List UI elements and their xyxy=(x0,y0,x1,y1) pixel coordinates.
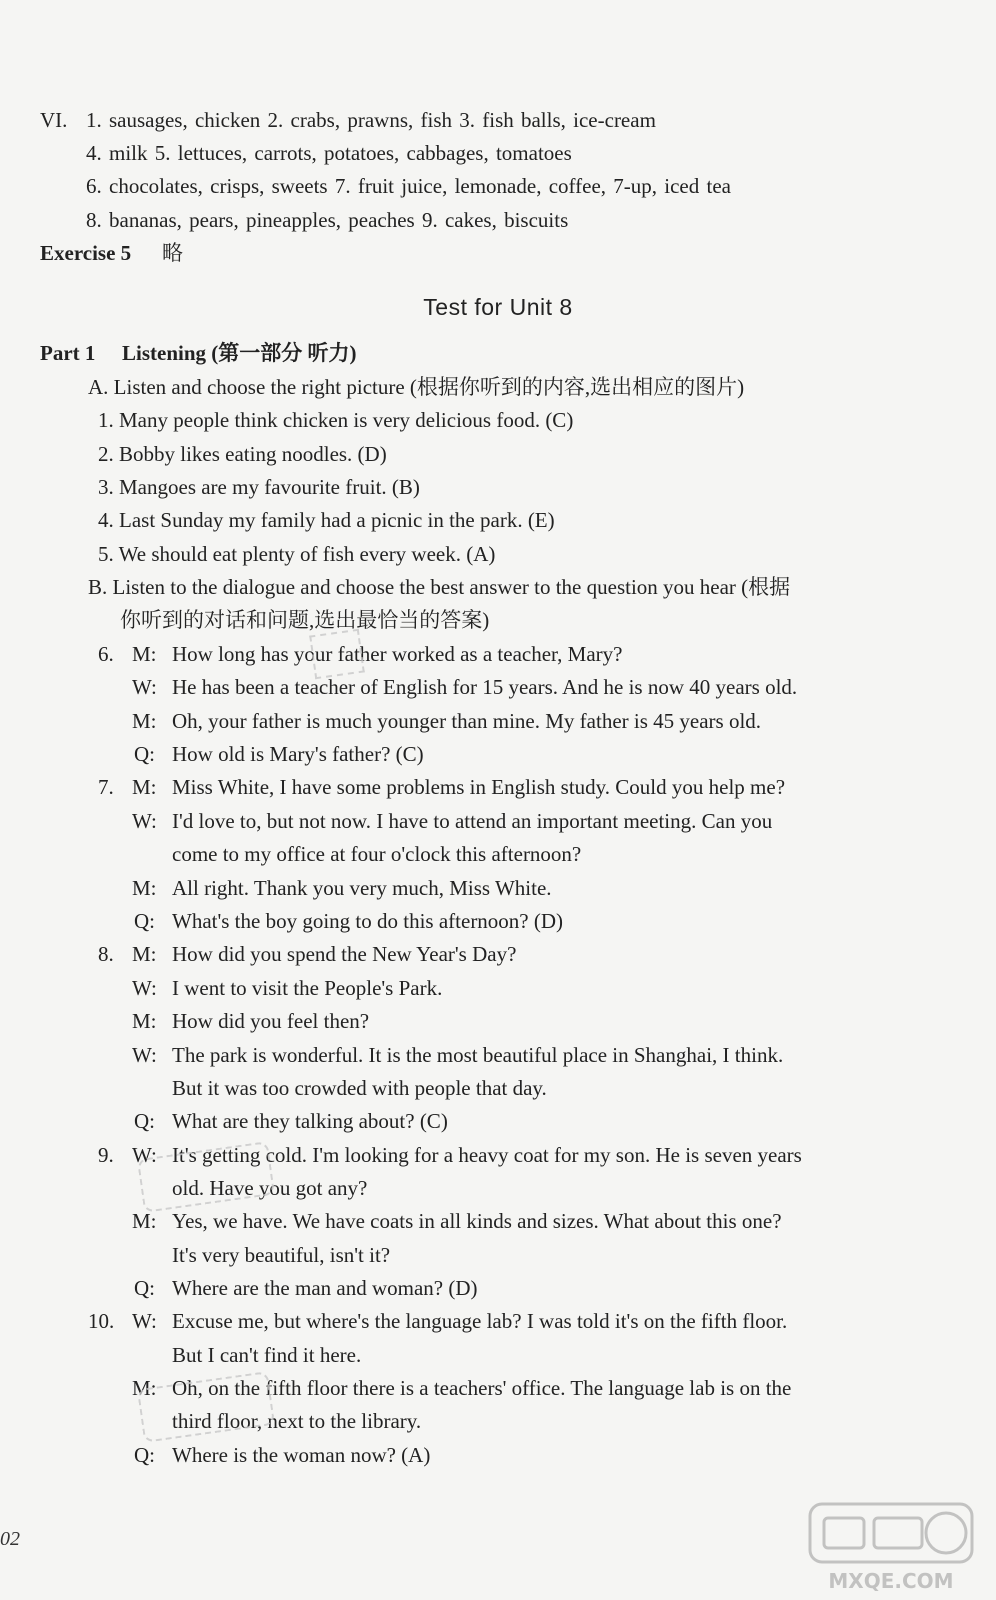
dialogue-8-text-2: I went to visit the People's Park. xyxy=(172,976,443,1000)
exercise5-text: 略 xyxy=(162,241,183,265)
dialogue-10-text-3: Oh, on the fifth floor there is a teachers' office. The language lab is on the xyxy=(172,1376,792,1400)
dialogue-8-speaker-3: M: xyxy=(132,1009,157,1033)
dialogue-9-speaker-3: M: xyxy=(132,1209,157,1233)
test-title: Test for Unit 8 xyxy=(423,294,573,320)
section-a-item-5: 5. We should eat plenty of fish every week. (A) xyxy=(98,542,496,566)
answers-vi-line-2: 4. milk 5. lettuces, carrots, potatoes, cabbages, tomatoes xyxy=(86,141,572,165)
dialogue-7-text-1: Miss White, I have some problems in English study. Could you help me? xyxy=(172,775,786,799)
section-b-heading-line-1: B. Listen to the dialogue and choose the best answer to the question you hear (根据 xyxy=(88,575,791,599)
dialogue-7-text-5: What's the boy going to do this afternoon? (D) xyxy=(172,909,564,933)
dialogue-9-text-3: Yes, we have. We have coats in all kinds and sizes. What about this one? xyxy=(172,1209,782,1233)
dialogue-10-text-1: Excuse me, but where's the language lab? I was told it's on the fifth floor. xyxy=(172,1309,788,1333)
dialogue-7-number: 7. xyxy=(98,775,114,799)
part1-title: Listening (第一部分 听力) xyxy=(122,341,357,365)
dialogue-8-text-4: The park is wonderful. It is the most beautiful place in Shanghai, I think. xyxy=(172,1043,784,1067)
dialogue-10-text-4: third floor, next to the library. xyxy=(172,1409,422,1433)
dialogue-6-speaker-2: W: xyxy=(132,675,157,699)
section-a-item-4: 4. Last Sunday my family had a picnic in the park. (E) xyxy=(98,508,555,532)
dialogue-8-number: 8. xyxy=(98,942,114,966)
dialogue-8-speaker-2: W: xyxy=(132,976,157,1000)
dialogue-10-text-2: But I can't find it here. xyxy=(172,1343,362,1367)
dialogue-10-speaker-1: W: xyxy=(132,1309,157,1333)
dialogue-10-speaker-3: M: xyxy=(132,1376,157,1400)
dialogue-10-text-5: Where is the woman now? (A) xyxy=(172,1443,431,1467)
dialogue-7-speaker-5: Q: xyxy=(134,909,155,933)
dialogue-8-text-3: How did you feel then? xyxy=(172,1009,370,1033)
exercise5-label: Exercise 5 xyxy=(40,241,132,265)
dialogue-6-text-2: He has been a teacher of English for 15 years. And he is now 40 years old. xyxy=(172,675,798,699)
part1-label: Part 1 xyxy=(40,341,96,365)
dialogue-9-speaker-5: Q: xyxy=(134,1276,155,1300)
faint-stamp xyxy=(309,629,365,680)
dialogue-7-text-3: come to my office at four o'clock this afternoon? xyxy=(172,842,582,866)
dialogue-6-speaker-3: M: xyxy=(132,709,157,733)
answers-vi-label: VI. xyxy=(40,108,68,132)
dialogue-7-text-2: I'd love to, but not now. I have to attend an important meeting. Can you xyxy=(172,809,773,833)
dialogue-8-speaker-6: Q: xyxy=(134,1109,155,1133)
section-a-item-2: 2. Bobby likes eating noodles. (D) xyxy=(98,442,387,466)
section-a-item-3: 3. Mangoes are my favourite fruit. (B) xyxy=(98,475,420,499)
dialogue-9-speaker-1: W: xyxy=(132,1143,157,1167)
dialogue-8-text-6: What are they talking about? (C) xyxy=(172,1109,448,1133)
dialogue-9-text-5: Where are the man and woman? (D) xyxy=(172,1276,478,1300)
dialogue-7-speaker-2: W: xyxy=(132,809,157,833)
section-a-heading: A. Listen and choose the right picture (根据你听到的内容,选出相应的图片) xyxy=(88,375,745,399)
dialogue-10-number: 10. xyxy=(88,1309,115,1333)
dialogue-6-speaker-1: M: xyxy=(132,642,157,666)
section-b-heading-line-2: 你听到的对话和问题,选出最恰当的答案) xyxy=(120,608,490,632)
dialogue-8-speaker-4: W: xyxy=(132,1043,157,1067)
dialogue-7-speaker-1: M: xyxy=(132,775,157,799)
dialogue-6-speaker-4: Q: xyxy=(134,742,155,766)
dialogue-9-number: 9. xyxy=(98,1143,114,1167)
watermark-logo xyxy=(806,1500,976,1595)
dialogue-10-speaker-5: Q: xyxy=(134,1443,155,1467)
dialogue-8-text-5: But it was too crowded with people that day. xyxy=(172,1076,547,1100)
dialogue-6-number: 6. xyxy=(98,642,114,666)
dialogue-9-text-4: It's very beautiful, isn't it? xyxy=(172,1243,391,1267)
answers-vi-line-3: 6. chocolates, crisps, sweets 7. fruit juice, lemonade, coffee, 7-up, iced tea xyxy=(86,174,731,198)
dialogue-9-text-2: old. Have you got any? xyxy=(172,1176,368,1200)
dialogue-9-text-1: It's getting cold. I'm looking for a heavy coat for my son. He is seven years xyxy=(172,1143,802,1167)
answers-vi-line-4: 8. bananas, pears, pineapples, peaches 9. cakes, biscuits xyxy=(86,208,569,232)
watermark-text: MXQE.COM xyxy=(828,1569,954,1593)
dialogue-8-text-1: How did you spend the New Year's Day? xyxy=(172,942,517,966)
dialogue-6-text-3: Oh, your father is much younger than mine. My father is 45 years old. xyxy=(172,709,762,733)
dialogue-7-speaker-4: M: xyxy=(132,876,157,900)
dialogue-6-text-1: How long has your father worked as a teacher, Mary? xyxy=(172,642,623,666)
faint-stamp xyxy=(137,1141,275,1213)
page-number: 02 xyxy=(0,1528,20,1550)
answers-vi-line-1: 1. sausages, chicken 2. crabs, prawns, fish 3. fish balls, ice-cream xyxy=(86,108,656,132)
section-a-item-1: 1. Many people think chicken is very delicious food. (C) xyxy=(98,408,574,432)
dialogue-8-speaker-1: M: xyxy=(132,942,157,966)
dialogue-6-text-4: How old is Mary's father? (C) xyxy=(172,742,424,766)
dialogue-7-text-4: All right. Thank you very much, Miss White. xyxy=(172,876,552,900)
